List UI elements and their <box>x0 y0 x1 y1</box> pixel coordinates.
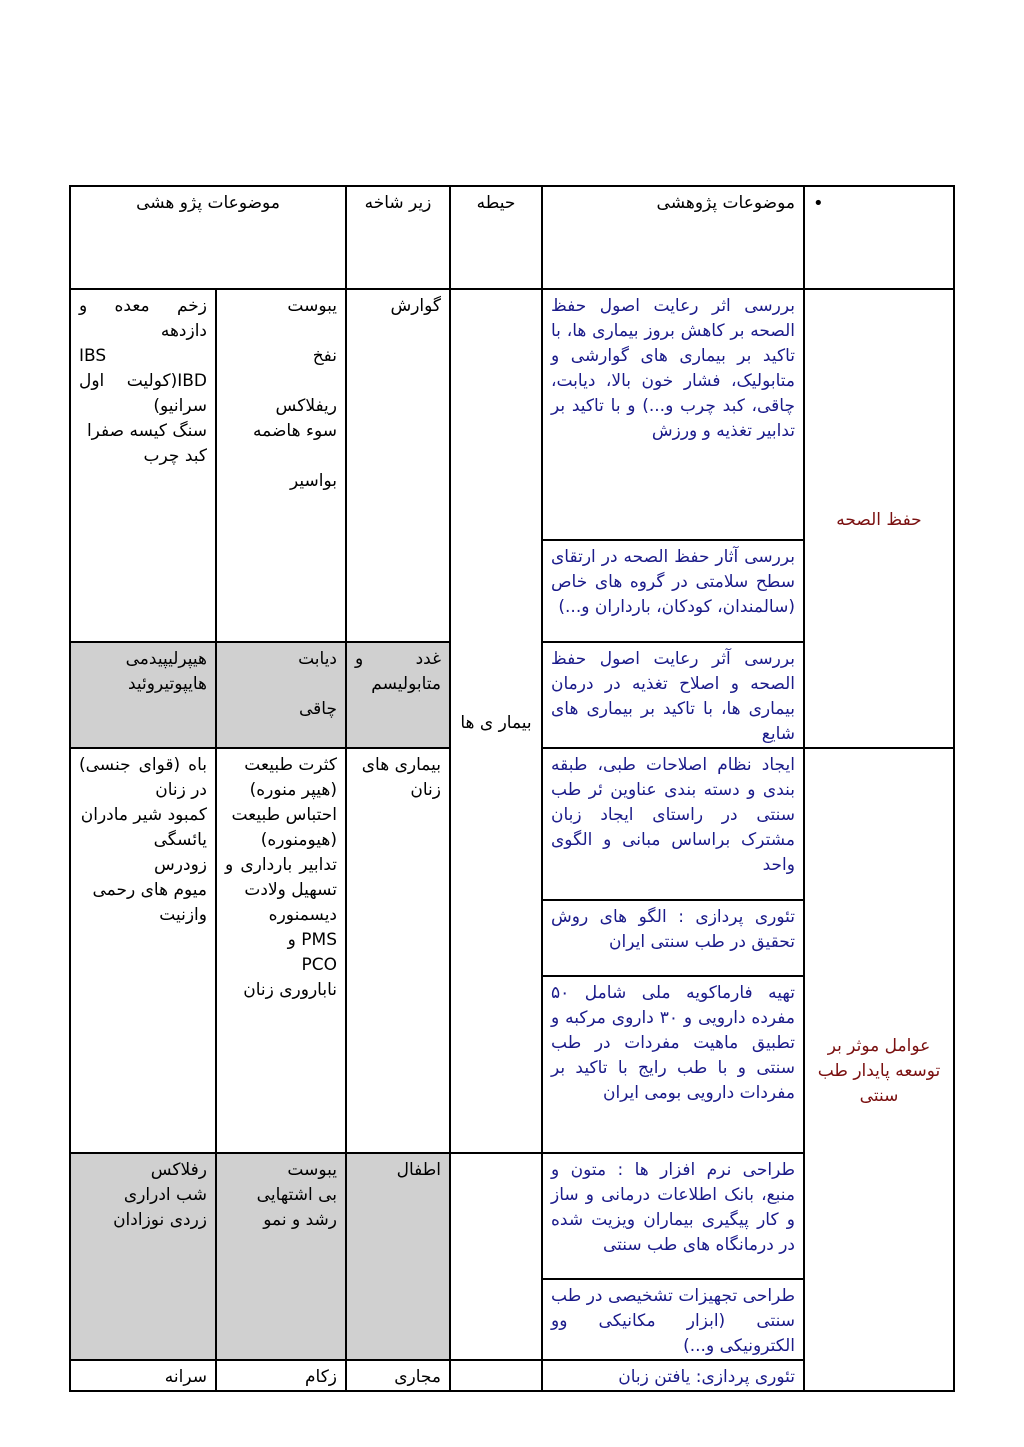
list-item: دیابت <box>298 649 337 669</box>
topic-cell: تهیه فارماکویه ملی شامل ۵۰ مفرده دارویی و ۳۰ داروی مرکبه و تطبیق ماهیت مفردات در طب سنتی و با طب رایج با تاکید بر مفردات دارویی بومی ایران <box>542 976 804 1153</box>
topic-cell: ایجاد نظام اصلاحات طبی، طبقه بندی و دسته بندی عناوین ئر طب سنتی در راستای ایجاد زبان مشترک براساس مبانی و الگوی واحد <box>542 748 804 900</box>
bullet-icon: • <box>813 193 824 214</box>
list-item: PCO <box>301 955 337 975</box>
sub-passages-items: زکام <box>216 1360 346 1391</box>
list-item: زردی نوزادان <box>113 1210 207 1230</box>
list-item: میوم های رحمی <box>92 880 207 900</box>
sub-women-topics <box>70 748 216 1153</box>
sub-endocrine-topics <box>70 642 216 748</box>
list-item: هایپوتیروئید <box>127 674 207 694</box>
list-item: وازنیت <box>159 905 207 925</box>
sub-digestive-topics <box>70 289 216 642</box>
list-item: ناباروری زنان <box>243 980 337 1000</box>
list-item: بی اشتهایی <box>256 1185 337 1205</box>
domain-label: بیمار ی ها <box>460 712 532 733</box>
list-item: کبد چرب <box>143 446 207 466</box>
list-item: سوء هاضمه <box>253 421 337 441</box>
list-item: نفخ <box>312 346 337 366</box>
sub-endocrine-items <box>216 642 346 748</box>
sub-passages-topics: سرانه <box>70 1360 216 1391</box>
header-research-topics: موضوعات پژوهشی <box>542 186 804 289</box>
sub-children-topics <box>70 1153 216 1360</box>
category-avamel: عوامل موثر بر توسعه پایدار طب سنتی <box>804 748 954 1391</box>
list-item: یائسگی <box>153 830 207 850</box>
header-research-topics-detail: موضوعات پژو هشی <box>70 186 346 289</box>
topic-cell: طراحی نرم افزار ها : متون و منبع، بانک اطلاعات درمانی و ساز و کار پیگیری بیماران ویزیت شده در درمانگاه های طب سنتی <box>542 1153 804 1279</box>
sub-children: اطفال <box>346 1153 450 1360</box>
list-item: PMS و <box>287 930 337 950</box>
domain-continuation <box>450 1153 542 1360</box>
list-item: رشد و نمو <box>263 1210 337 1230</box>
sub-women: بیماری های زنان <box>346 748 450 1153</box>
list-item: زخم معده و دازدهه <box>79 296 207 341</box>
list-item: IBD(کولیت اول سرانیو) <box>79 371 207 416</box>
list-item: شب ادراری <box>123 1185 207 1205</box>
header-domain: حیطه <box>450 186 542 289</box>
list-item: بواسیر <box>290 471 337 491</box>
list-item: زودرس <box>154 855 207 875</box>
topic-cell: بررسی آثر رعایت اصول حفظ الصحه و اصلاح تغذیه در درمان بیماری ها، با تاکید بر بیماری های شایع <box>542 642 804 748</box>
research-topics-table <box>69 185 955 1392</box>
topic-cell: تئوری پردازی: یافتن زبان <box>542 1360 804 1391</box>
list-item: کثرت طبیعت (هیپر منوره) <box>244 755 337 800</box>
list-item: تدابیر بارداری و تسهیل ولادت <box>225 855 337 900</box>
sub-digestive: گوارش <box>346 289 450 642</box>
list-item: رفلاکس <box>150 1160 207 1180</box>
list-item: کمبود شیر مادران <box>80 805 207 825</box>
sub-endocrine: غدد و متابولیسم <box>346 642 450 748</box>
domain-diseases <box>450 289 542 1153</box>
category-hefz: حفظ الصحه <box>804 289 954 748</box>
list-item: IBS <box>79 346 107 366</box>
list-item: یبوست <box>287 1160 337 1180</box>
list-item: سنگ کیسه صفرا <box>86 421 207 441</box>
header-sub-branch: زیر شاخه <box>346 186 450 289</box>
list-item: هیپرلیپیدمی <box>125 649 207 669</box>
sub-digestive-items <box>216 289 346 642</box>
sub-passages: مجاری <box>346 1360 450 1391</box>
header-bullet-cell <box>804 186 954 289</box>
list-item: ریفلاکس <box>275 396 337 416</box>
topic-cell: بررسی آثار حفظ الصحه در ارتقای سطح سلامتی در گروه های خاص (سالمندان، کودکان، بارداران و...) <box>542 540 804 642</box>
topic-cell: طراحی تجهیزات تشخیصی در طب سنتی (ابزار مکانیکی وو الکترونیکی و...) <box>542 1279 804 1360</box>
list-item: باه (قوای جنسی) در زنان <box>79 755 207 800</box>
list-item: یبوست <box>287 296 337 316</box>
header-row <box>70 186 954 289</box>
list-item: احتباس طبیعت (هیومنوره) <box>231 805 337 850</box>
sub-children-items <box>216 1153 346 1360</box>
domain-continuation <box>450 1360 542 1391</box>
list-item: دیسمنوره <box>268 905 337 925</box>
list-item: چاقی <box>299 699 337 719</box>
sub-women-items <box>216 748 346 1153</box>
topic-cell: تئوری پردازی : الگو های روش تحقیق در طب سنتی ایران <box>542 900 804 976</box>
table-row <box>70 289 954 540</box>
topic-cell: بررسی اثر رعایت اصول حفظ الصحه بر کاهش بروز بیماری ها، با تاکید بر بیماری های گوارشی و متابولیک، فشار خون بالا، دیابت، چاقی، کبد چرب و...) و با تاکید بر تدابیر تغذیه و ورزش <box>542 289 804 540</box>
